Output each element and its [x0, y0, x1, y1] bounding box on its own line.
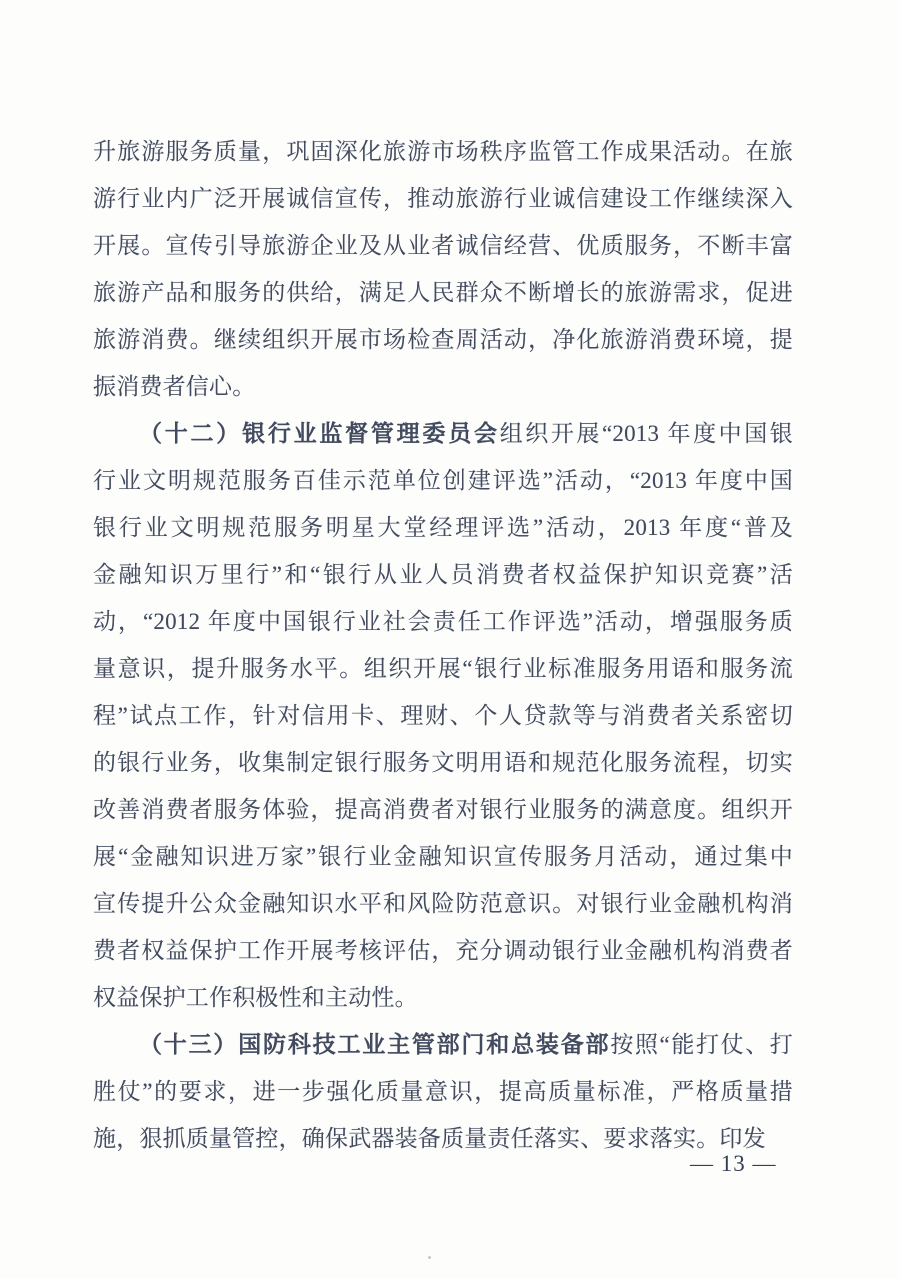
text-line — [93, 175, 793, 222]
text-line — [93, 316, 793, 363]
text-line — [93, 269, 793, 316]
body-text: 费者权益保护工作开展考核评估，充分调动银行业金融机构消费者 — [93, 938, 793, 963]
body-text: 银行业文明规范服务明星大堂经理评选”活动，2013 年度“普及 — [93, 515, 793, 540]
body-text: 宣传提升公众金融知识水平和风险防范意识。对银行业金融机构消 — [93, 891, 793, 916]
text-line — [93, 1115, 793, 1162]
text-line — [93, 880, 793, 927]
text-line — [93, 692, 793, 739]
body-text: 改善消费者服务体验，提高消费者对银行业服务的满意度。组织开 — [93, 797, 793, 822]
body-text: 振消费者信心。 — [93, 374, 256, 399]
text-line — [93, 551, 793, 598]
body-text: 程”试点工作，针对信用卡、理财、个人贷款等与消费者关系密切 — [93, 703, 793, 728]
text-line — [93, 457, 793, 504]
body-text: 动，“2012 年度中国银行业社会责任工作评选”活动，增强服务质 — [93, 609, 793, 634]
text-line — [93, 974, 793, 1021]
body-text: 量意识，提升服务水平。组织开展“银行业标准服务用语和服务流 — [93, 656, 793, 681]
text-line — [93, 786, 793, 833]
text-line — [93, 1021, 793, 1068]
text-line — [93, 927, 793, 974]
body-text: 旅游消费。继续组织开展市场检查周活动，净化旅游消费环境，提 — [93, 327, 793, 352]
text-line — [93, 1068, 793, 1115]
page-number: — 13 — — [690, 1151, 777, 1176]
bold-heading-text: （十三）国防科技工业主管部门和总装备部 — [139, 1031, 611, 1057]
body-text: 行业文明规范服务百佳示范单位创建评选”活动，“2013 年度中国 — [93, 468, 793, 493]
body-text: 游行业内广泛开展诚信宣传，推动旅游行业诚信建设工作继续深入 — [93, 186, 793, 211]
text-line — [93, 739, 793, 786]
body-text: 按照“能打仗、打 — [610, 1032, 794, 1057]
text-line — [93, 222, 793, 269]
text-line — [93, 833, 793, 880]
scan-speck — [428, 1256, 431, 1259]
document-body — [93, 128, 793, 1162]
text-line — [93, 645, 793, 692]
body-text: 升旅游服务质量，巩固深化旅游市场秩序监管工作成果活动。在旅 — [93, 139, 793, 164]
text-line — [93, 598, 793, 645]
body-text: 施，狠抓质量管控，确保武器装备质量责任落实、要求落实。印发 — [93, 1126, 766, 1151]
bold-heading-text: （十二）银行业监督管理委员会 — [139, 420, 500, 446]
text-line — [93, 363, 793, 410]
scan-speck — [186, 856, 189, 858]
body-text: 胜仗”的要求，进一步强化质量意识，提高质量标准，严格质量措 — [93, 1079, 793, 1104]
scan-speck — [757, 1141, 760, 1143]
body-text: 权益保护工作积极性和主动性。 — [93, 985, 418, 1010]
body-text: 旅游产品和服务的供给，满足人民群众不断增长的旅游需求，促进 — [93, 280, 793, 305]
body-text: 开展。宣传引导旅游企业及从业者诚信经营、优质服务，不断丰富 — [93, 233, 793, 258]
body-text: 的银行业务，收集制定银行服务文明用语和规范化服务流程，切实 — [93, 750, 793, 775]
text-line — [93, 128, 793, 175]
text-line — [93, 504, 793, 551]
text-line — [93, 410, 793, 457]
body-text: 展“金融知识进万家”银行业金融知识宣传服务月活动，通过集中 — [93, 844, 793, 869]
body-text: 金融知识万里行”和“银行从业人员消费者权益保护知识竞赛”活 — [93, 562, 793, 587]
body-text: 组织开展“2013 年度中国银 — [499, 421, 793, 446]
